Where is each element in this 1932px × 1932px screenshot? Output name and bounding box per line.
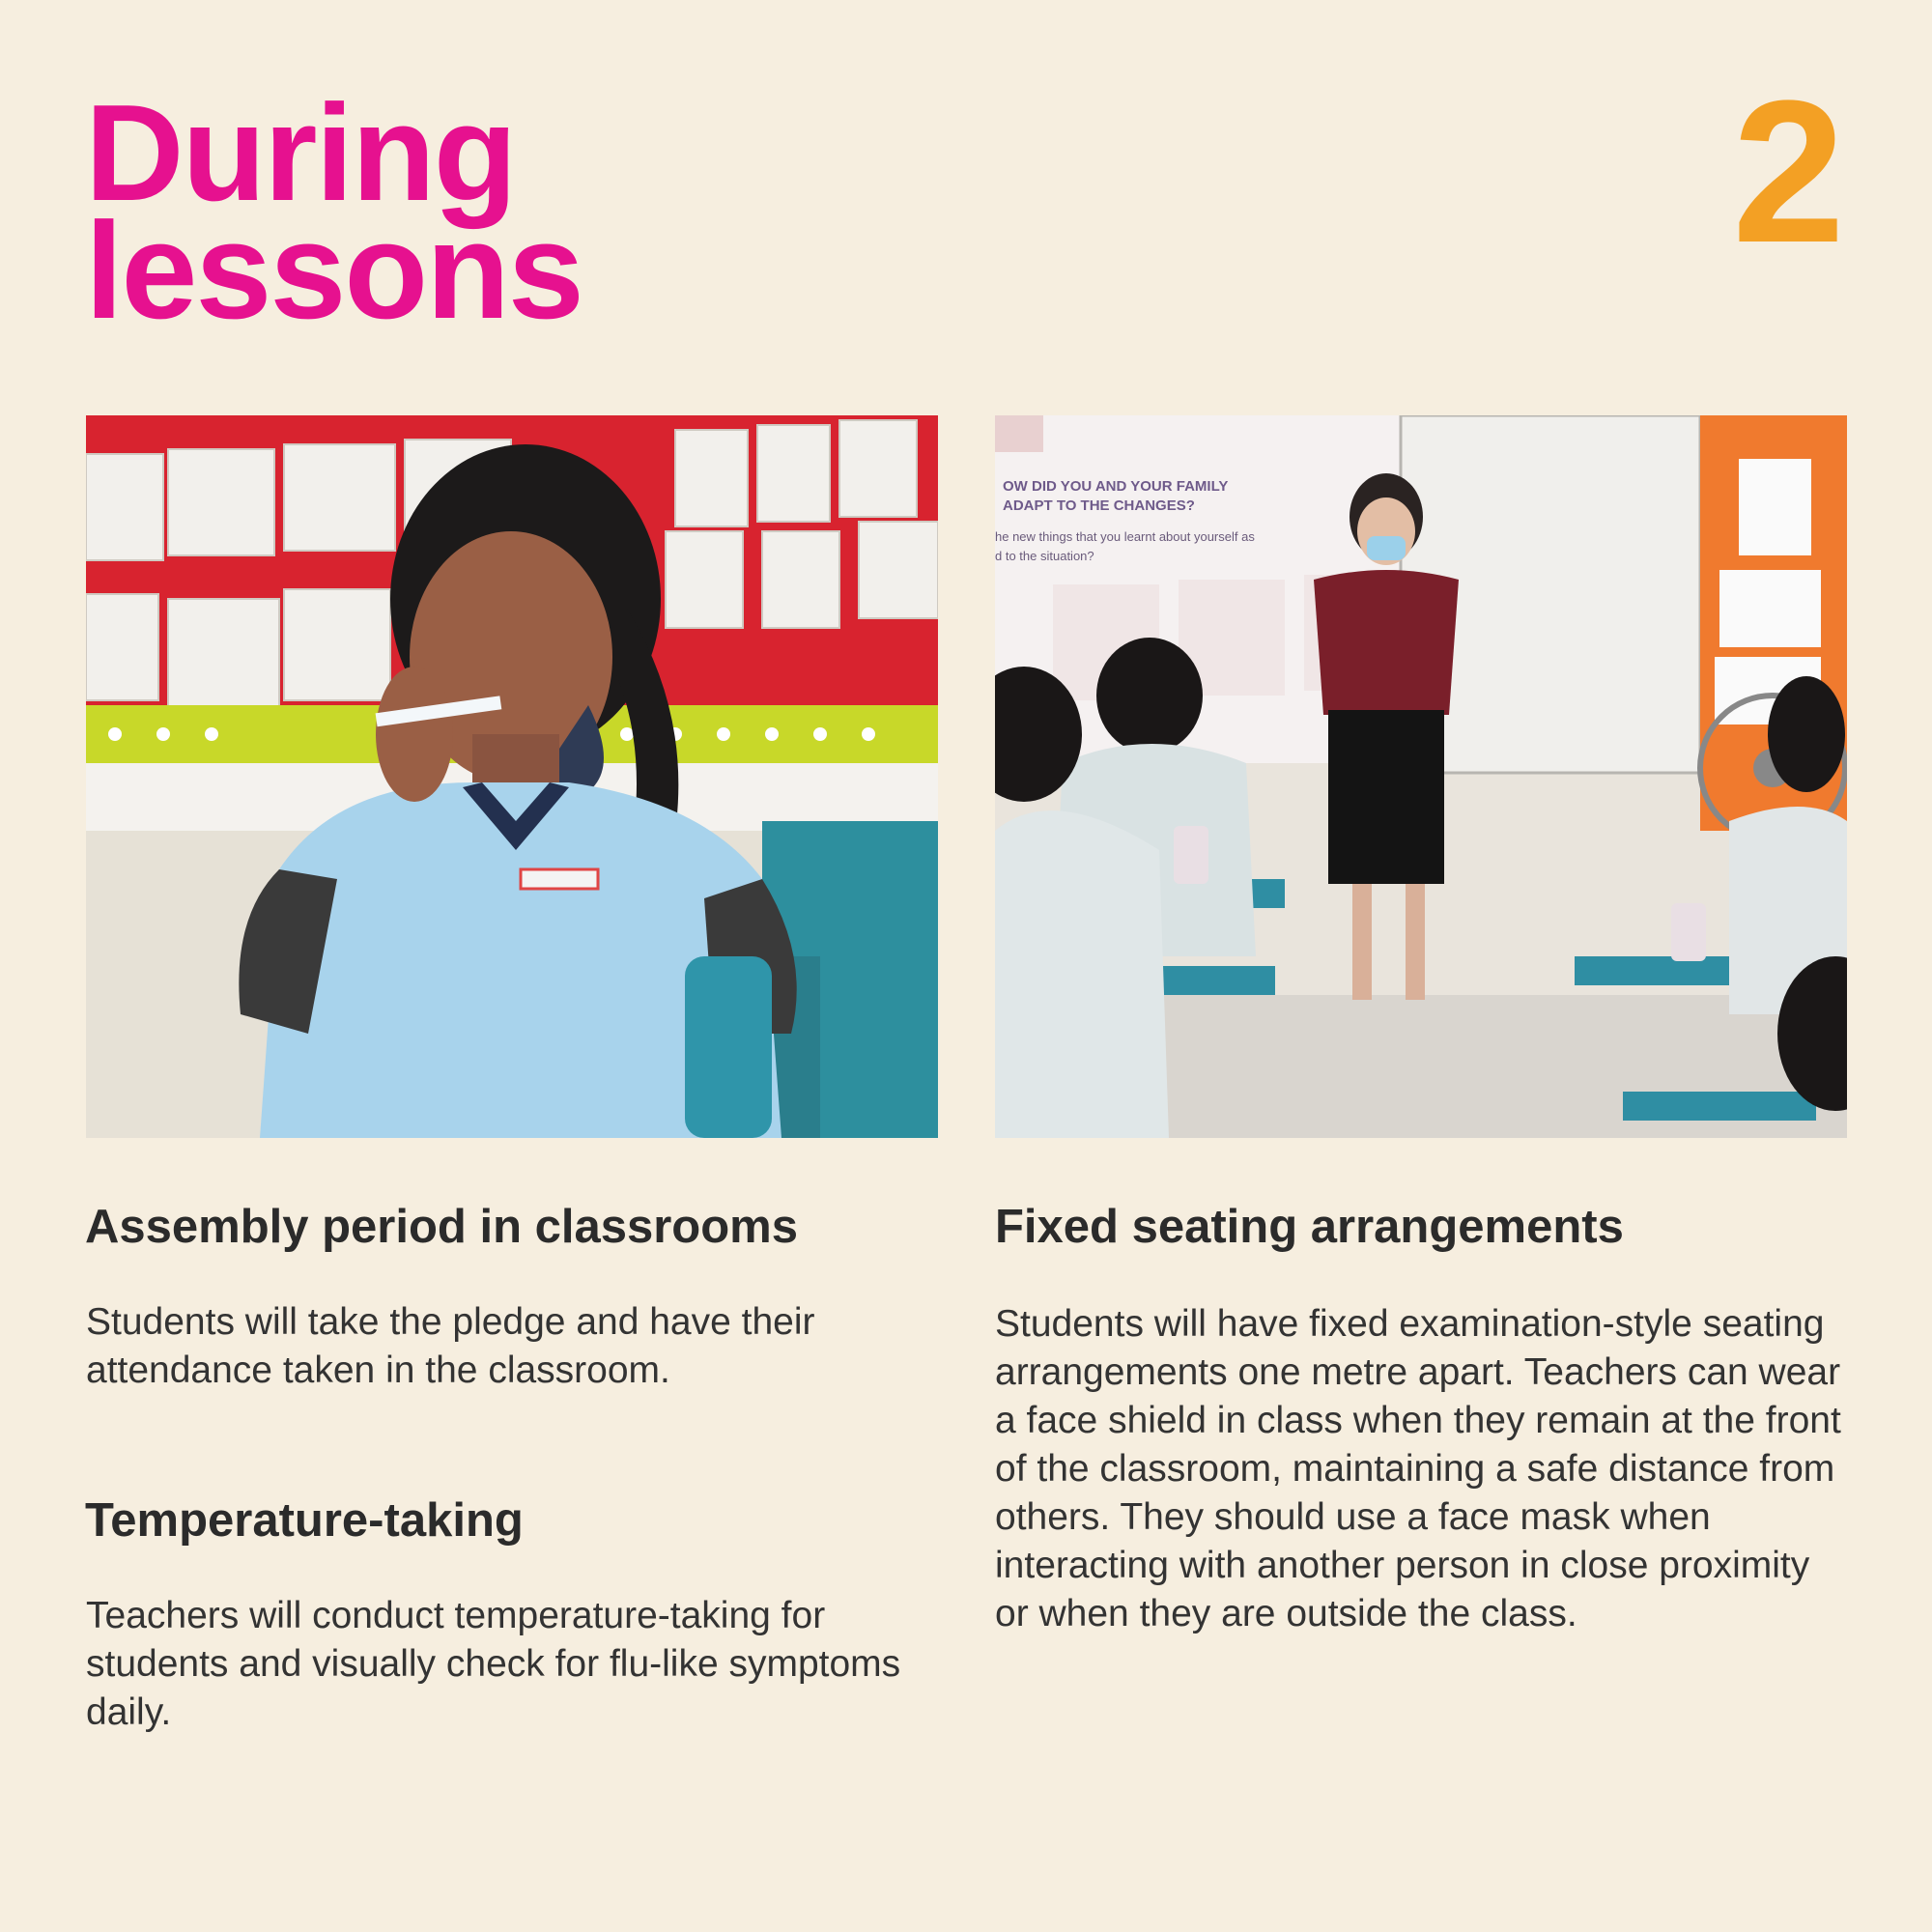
slide-text-1: OW DID YOU AND YOUR FAMILY	[1003, 478, 1229, 495]
photo-teacher-classroom	[995, 415, 1847, 1138]
page-title	[85, 76, 582, 348]
title-line-2: lessons	[85, 194, 582, 348]
heading-temperature-taking: Temperature-taking	[85, 1494, 524, 1547]
heading-assembly-period: Assembly period in classrooms	[85, 1201, 798, 1253]
text-fixed-seating: Students will have fixed examination-style seating arrangements one metre apart. Teachers can wear a face shield in class when they remain at the front of the classroom, maintaining a safe distance from others. They should use a face mask when interacting with another person in close proximity or when they are outside the class.	[995, 1303, 1841, 1634]
photo-student-temperature	[86, 415, 938, 1138]
slide-text-3: he new things that you learnt about yourself as	[995, 529, 1255, 544]
page-number: 2	[1732, 58, 1845, 285]
slide-text-2: ADAPT TO THE CHANGES?	[1003, 497, 1195, 514]
slide-text-4: d to the situation?	[995, 549, 1094, 563]
text-assembly-period: Students will take the pledge and have their attendance taken in the classroom.	[86, 1301, 815, 1391]
text-temperature-taking: Teachers will conduct temperature-taking for students and visually check for flu-like symptoms daily.	[86, 1595, 901, 1733]
heading-fixed-seating: Fixed seating arrangements	[995, 1201, 1624, 1253]
title-line-1: During	[85, 76, 516, 230]
